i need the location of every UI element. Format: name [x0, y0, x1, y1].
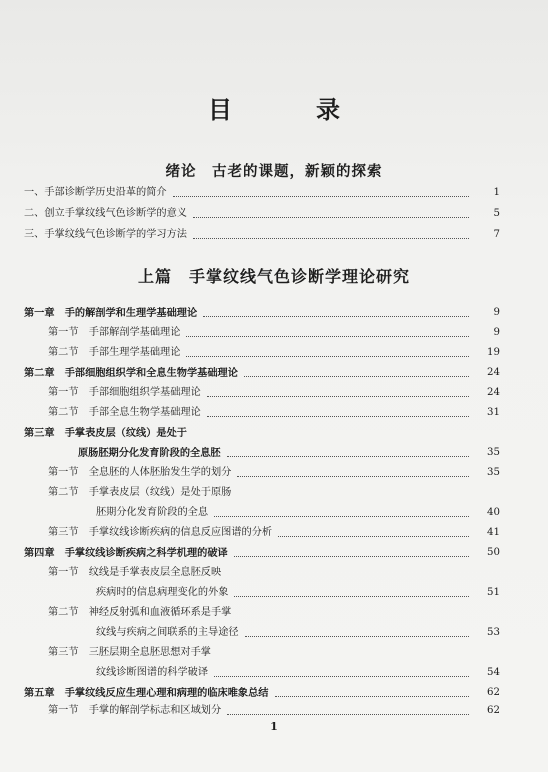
toc-row-label: 第二章 手部细胞组织学和全息生物学基础理论: [24, 367, 238, 379]
toc-row-section[interactable]: [0, 484, 548, 502]
toc-row-page: 62: [487, 705, 500, 716]
toc-row-section[interactable]: [0, 564, 548, 582]
toc-row-page: 50: [487, 547, 500, 558]
footer-page-number: 1: [270, 720, 278, 733]
leader-dots: [237, 476, 469, 477]
toc-row-chapter-cont[interactable]: [0, 444, 548, 462]
toc-row-label: 第四章 手掌纹线诊断疾病之科学机理的破译: [24, 547, 228, 559]
leader-dots: [227, 456, 469, 457]
toc-row-label: 第三章 手掌表皮层（纹线）是处于: [24, 427, 187, 439]
toc-row-page: 9: [493, 307, 500, 318]
toc-row-label: 第二节 神经反射弧和血液循环系是手掌: [48, 607, 232, 618]
leader-dots: [234, 556, 469, 557]
toc-row-section-cont[interactable]: [0, 504, 548, 522]
toc-row-label: 二、创立手掌纹线气色诊断学的意义: [24, 208, 187, 219]
toc-row-section-cont[interactable]: [0, 584, 548, 602]
toc-row-label: 第一节 纹线是手掌表皮层全息胚反映: [48, 567, 222, 578]
toc-row-section[interactable]: [0, 604, 548, 622]
toc-row-page: 35: [487, 467, 500, 478]
toc-row-page: 19: [487, 347, 500, 358]
toc-row-label: 纹线与疾病之间联系的主导途径: [96, 627, 239, 638]
toc-row-page: 1: [493, 187, 500, 198]
leader-dots: [207, 396, 469, 397]
toc-row-label: 胚期分化发育阶段的全息: [96, 507, 209, 518]
toc-row-section[interactable]: [0, 344, 548, 362]
leader-dots: [227, 714, 469, 715]
toc-row-page: 40: [487, 507, 500, 518]
toc-row-page: 5: [493, 208, 500, 219]
toc-row-page: 62: [487, 687, 500, 698]
toc-row-page: 31: [487, 407, 500, 418]
leader-dots: [186, 356, 469, 357]
toc-row-section[interactable]: [0, 644, 548, 662]
leader-dots: [244, 376, 469, 377]
toc-row-chapter[interactable]: [0, 544, 548, 562]
toc-row[interactable]: [0, 226, 548, 244]
toc-row-chapter[interactable]: [0, 304, 548, 322]
leader-dots: [234, 596, 469, 597]
toc-row-label: 第一节 手部解剖学基础理论: [48, 327, 181, 338]
leader-dots: [214, 516, 469, 517]
toc-row-label: 第二节 手掌表皮层（纹线）是处于原肠: [48, 487, 232, 498]
toc-row-page: 7: [493, 229, 500, 240]
page-title: 目 录: [208, 95, 370, 124]
toc-row-label: 第一节 手部细胞组织学基础理论: [48, 387, 201, 398]
leader-dots: [193, 238, 469, 239]
toc-row-section[interactable]: [0, 324, 548, 342]
toc-row-label: 第一节 手掌的解剖学标志和区域划分: [48, 705, 222, 716]
toc-row-section-cont[interactable]: [0, 664, 548, 682]
toc-row-label: 第五章 手掌纹线反应生理心理和病理的临床唯象总结: [24, 687, 269, 699]
toc-row-section[interactable]: [0, 464, 548, 482]
leader-dots: [186, 336, 469, 337]
toc-row-chapter[interactable]: [0, 424, 548, 442]
leader-dots: [203, 316, 469, 317]
toc-row-label: 疾病时的信息病理变化的外象: [96, 587, 229, 598]
toc-row[interactable]: [0, 184, 548, 202]
toc-row-section[interactable]: [0, 702, 548, 720]
toc-row-page: 54: [487, 667, 500, 678]
toc-row-page: 53: [487, 627, 500, 638]
toc-row[interactable]: [0, 205, 548, 223]
toc-row-label: 第二节 手部全息生物学基础理论: [48, 407, 201, 418]
toc-row-label: 纹线诊断图谱的科学破译: [96, 667, 209, 678]
leader-dots: [193, 217, 469, 218]
toc-row-label: 第三节 手掌纹线诊断疾病的信息反应图谱的分析: [48, 527, 273, 538]
leader-dots: [245, 636, 469, 637]
toc-row-section[interactable]: [0, 524, 548, 542]
toc-row-section[interactable]: [0, 404, 548, 422]
toc-row-page: 41: [487, 527, 500, 538]
toc-row-chapter[interactable]: [0, 364, 548, 382]
leader-dots: [214, 676, 469, 677]
leader-dots: [173, 196, 469, 197]
toc-row-label: 第三节 三胚层期全息胚思想对手掌: [48, 647, 211, 658]
leader-dots: [207, 416, 469, 417]
toc-row-label: 第二节 手部生理学基础理论: [48, 347, 181, 358]
leader-dots: [275, 696, 470, 697]
toc-row-label: 原肠胚期分化发育阶段的全息胚: [78, 447, 221, 459]
toc-row-section-cont[interactable]: [0, 624, 548, 642]
toc-row-page: 24: [487, 367, 500, 378]
intro-heading: 绪论 古老的课题，新颖的探索: [165, 163, 383, 180]
toc-row-page: 35: [487, 447, 500, 458]
leader-dots: [278, 536, 469, 537]
toc-row-page: 51: [487, 587, 500, 598]
toc-row-label: 三、手掌纹线气色诊断学的学习方法: [24, 229, 187, 240]
toc-row-section[interactable]: [0, 384, 548, 402]
part-heading: 上篇 手掌纹线气色诊断学理论研究: [137, 267, 410, 286]
toc-row-page: 24: [487, 387, 500, 398]
toc-row-page: 9: [493, 327, 500, 338]
toc-row-label: 一、手部诊断学历史沿革的简介: [24, 187, 167, 198]
toc-row-label: 第一章 手的解剖学和生理学基础理论: [24, 307, 198, 319]
toc-row-label: 第一节 全息胚的人体胚胎发生学的划分: [48, 467, 232, 478]
toc-row-chapter[interactable]: [0, 684, 548, 702]
